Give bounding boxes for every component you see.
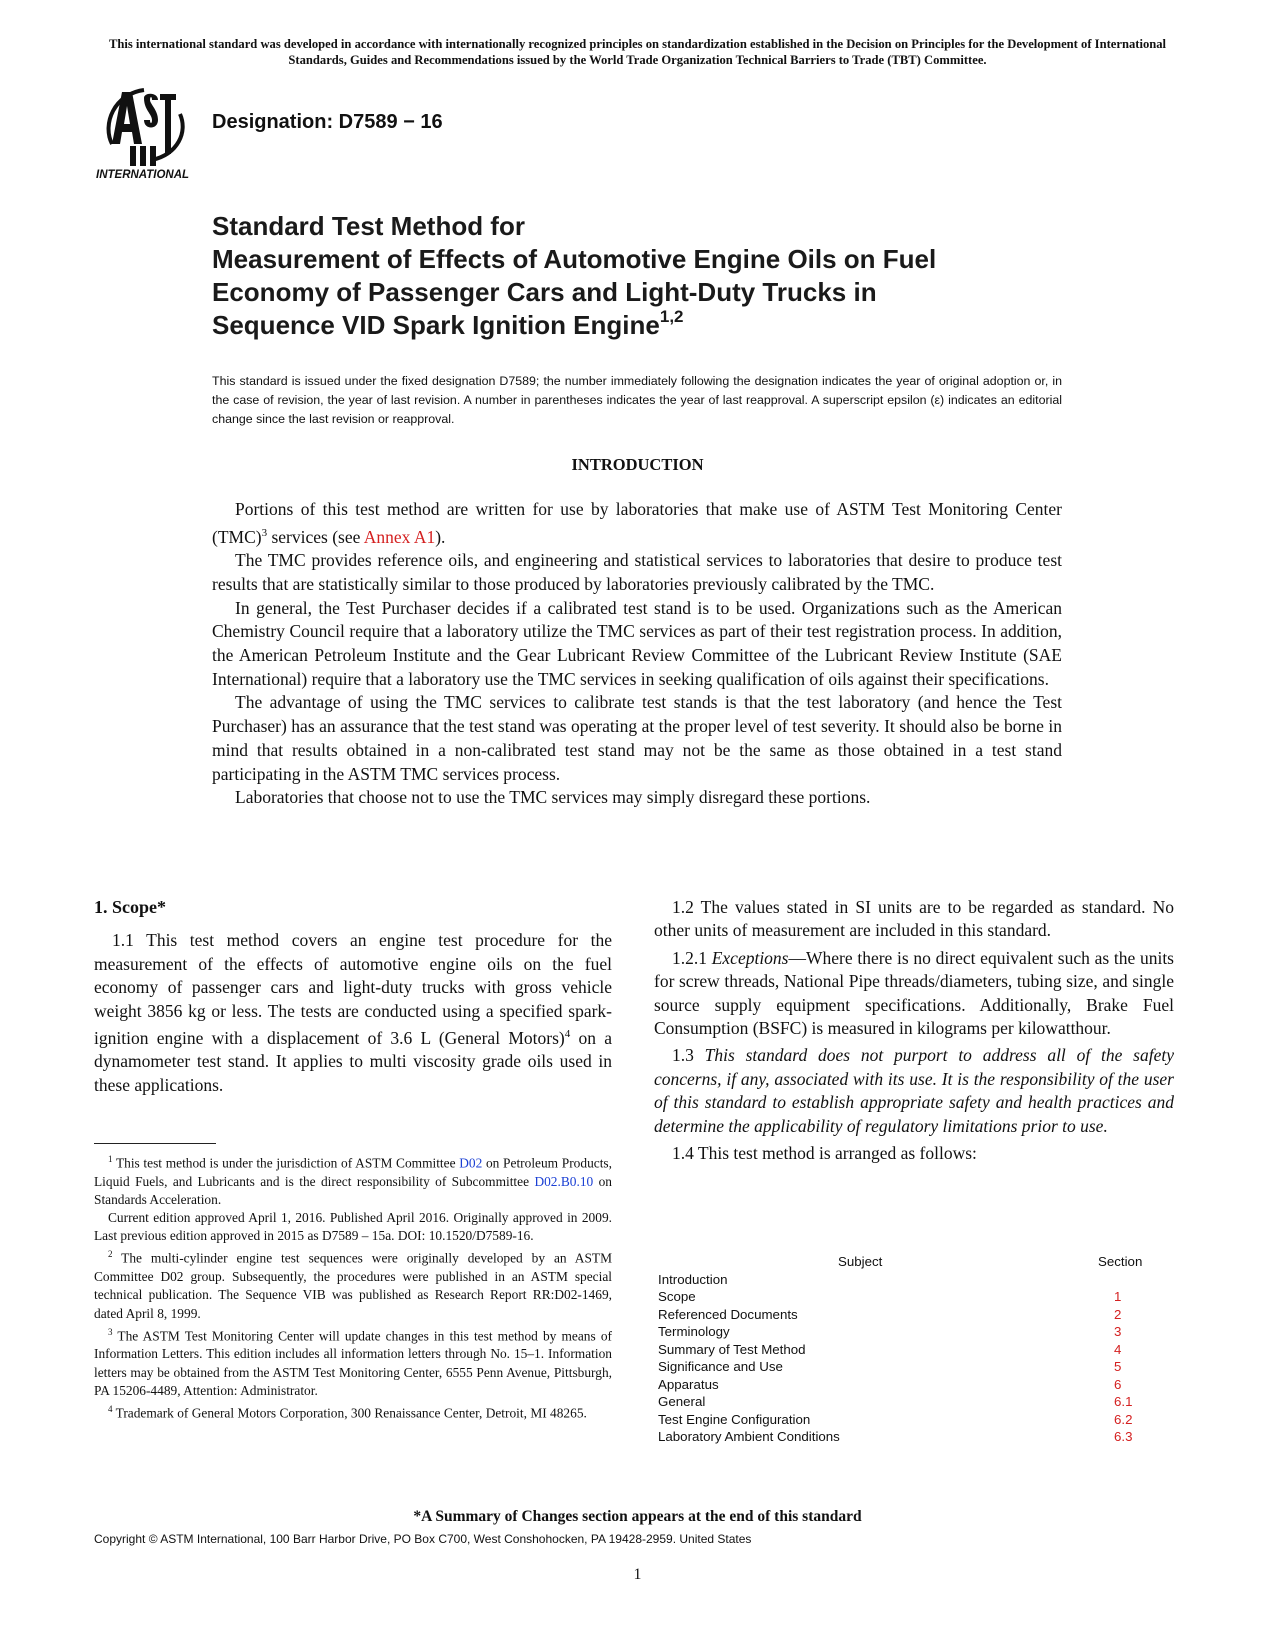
contents-section-link[interactable]: 2 (1114, 1306, 1122, 1322)
contents-subject: Significance and Use (658, 1359, 783, 1374)
astm-logo (92, 84, 200, 180)
document-title (212, 210, 1112, 342)
footnote-divider (94, 1143, 216, 1144)
contents-row (658, 1393, 1158, 1411)
annex-a1-link[interactable]: Annex A1 (363, 526, 436, 547)
contents-section-link[interactable]: 3 (1114, 1324, 1122, 1339)
contents-row (658, 1323, 1158, 1341)
subject-header: Subject (838, 1254, 883, 1269)
contents-row (658, 1428, 1158, 1446)
contents-row (658, 1341, 1158, 1359)
section-1-4: 1.4 This test method is arranged as follows: (672, 1143, 977, 1164)
d02-link[interactable]: D02 (459, 1155, 483, 1171)
contents-subject: Apparatus (658, 1376, 719, 1392)
logo-international-text: INTERNATIONAL (96, 169, 190, 180)
contents-subject: Summary of Test Method (658, 1341, 806, 1357)
designation: Designation: D7589 − 16 (212, 111, 443, 133)
intro-paragraph-4: The advantage of using the TMC services to calibrate test stands is that the test laboratory (and hence the Test Purchaser) has an assurance that the test stand was operating at the proper level of test severity. It should also be borne in mind that results obtained in a non-calibrated test stand may not be the same as those obtained in a test stand participating in the ASTM TMC services process. (212, 692, 1062, 784)
introduction-body (212, 498, 1062, 810)
footnote-1: $^1$ This test method is under the jurisdiction of ASTM Committee D02 on Petroleum Products, Liquid Fuels, and Lubricants and is the direct responsibility of Subcommittee D02.B0.10 on Standards Acceleration. (94, 1154, 612, 1207)
contents-section-link[interactable]: 1 (1114, 1289, 1122, 1304)
contents-row (658, 1411, 1158, 1429)
section-header: Section (1098, 1254, 1143, 1269)
contents-table (658, 1253, 1158, 1446)
section-1-3: 1.3 This standard does not purport to address all of the safety concerns, if any, associated with its use. It is the responsibility of the user of this standard to establish appropriate safety and health practices and determine the applicability of regulatory limitations prior to use. (654, 1045, 1174, 1136)
d02-b0-10-link[interactable]: D02.B0.10 (534, 1173, 594, 1189)
footnote-3: $^3$ The ASTM Test Monitoring Center will update changes in this test method by means of Information Letters. This edition includes all information letters through No. 15–1. Information letters may be obtained from the ASTM Test Monitoring Center, 6555 Penn Avenue, Pittsburgh, PA 15206-4489, Attention: Administrator. (94, 1326, 612, 1398)
contents-subject: General (658, 1394, 706, 1409)
wto-notice: This international standard was developed in accordance with internationally recognized principles on standardization established in the Decision on Principles for the Development of International Standards, Guides and Recommendations issued by the World Trade Organization Technical Barriers to Trade (TBT) Committee. (108, 37, 1167, 67)
contents-section-link[interactable]: 6.3 (1114, 1429, 1133, 1444)
contents-subject: Scope (658, 1289, 696, 1304)
introduction-heading: INTRODUCTION (571, 455, 704, 474)
contents-subject: Referenced Documents (658, 1306, 798, 1322)
contents-row (658, 1358, 1158, 1376)
intro-paragraph-1: Portions of this test method are written for use by laboratories that make use of ASTM Test Monitoring Center (TMC)$^3$ services (see Annex A1). (212, 499, 1062, 547)
contents-row (658, 1306, 1158, 1324)
footnote-4: $^4$ Trademark of General Motors Corporation, 300 Renaissance Center, Detroit, MI 48265. (108, 1404, 587, 1421)
title-line-4: Sequence VID Spark Ignition Engine (212, 310, 660, 340)
contents-section-link[interactable]: 6.2 (1114, 1411, 1133, 1427)
title-line-3: Economy of Passenger Cars and Light-Duty Trucks in (212, 277, 877, 307)
section-1-1: 1.1 This test method covers an engine test procedure for the measurement of the effects of automotive engine oils on the fuel economy of passenger cars and light-duty trucks with gross vehicle weight 3856 kg or less. The tests are conducted using a specified spark-ignition engine with a displacement of 3.6 L (General Motors)$^4$ on a dynamometer test stand. It applies to multi viscosity grade oils used in these applications. (94, 930, 613, 1095)
contents-subject: Laboratory Ambient Conditions (658, 1429, 840, 1444)
contents-section-link[interactable]: 4 (1114, 1341, 1122, 1357)
contents-section-link[interactable]: 6.1 (1114, 1394, 1133, 1409)
page-number: 1 (633, 1566, 642, 1583)
title-line-1: Standard Test Method for (212, 211, 525, 241)
contents-section-link[interactable]: 6 (1114, 1376, 1122, 1392)
copyright: Copyright © ASTM International, 100 Barr Harbor Drive, PO Box C700, West Conshohocken, PA 19428-2959. United States (94, 1532, 752, 1546)
issued-note: This standard is issued under the fixed designation D7589; the number immediately following the designation indicates the year of original adoption or, in the case of revision, the year of last revision. A number in parentheses indicates the year of last reapproval. A superscript epsilon (ε) indicates an editorial change since the last revision or reapproval. (212, 374, 1062, 426)
intro-paragraph-3: In general, the Test Purchaser decides if a calibrated test stand is to be used. Organizations such as the American Chemistry Council require that a laboratory utilize the TMC services as part of their test registration process. In addition, the American Petroleum Institute and the Gear Lubricant Review Committee of the Lubricant Review Institute (SAE International) require that a laboratory use the TMC services in seeking qualification of oils against their specifications. (212, 597, 1062, 689)
right-column (654, 896, 1174, 1169)
contents-header-row (658, 1253, 1158, 1271)
contents-row (658, 1288, 1158, 1306)
scope-heading: 1. Scope* (94, 897, 166, 917)
summary-of-changes-notice: *A Summary of Changes section appears at the end of this standard (413, 1508, 862, 1525)
section-1-2-1: 1.2.1 Exceptions—Where there is no direct equivalent such as the units for screw threads, National Pipe threads/diameters, tubing size, and single source supply equipment specifications. Additionally, Brake Fuel Consumption (BSFC) is measured in kilograms per kilowatthour. (654, 947, 1174, 1039)
title-footnote-ref[interactable]: 1,2 (659, 307, 684, 326)
intro-paragraph-5: Laboratories that choose not to use the TMC services may simply disregard these portions. (235, 787, 871, 808)
contents-subject: Test Engine Configuration (658, 1411, 811, 1427)
title-line-2: Measurement of Effects of Automotive Engine Oils on Fuel (212, 244, 937, 274)
footnote-2: $^2$ The multi-cylinder engine test sequences were originally developed by an ASTM Committee D02 group. Subsequently, the procedures were published in an ASTM special technical publication. The Sequence VIB was published as Research Report RR:D02-1469, dated April 8, 1999. (94, 1249, 612, 1321)
contents-row (658, 1271, 1158, 1289)
left-column (94, 896, 612, 1097)
footnotes (94, 1150, 612, 1423)
section-1-2: 1.2 The values stated in SI units are to be regarded as standard. No other units of measurement are included in this standard. (654, 897, 1174, 941)
contents-row (658, 1376, 1158, 1394)
contents-section-link[interactable]: 5 (1114, 1359, 1122, 1374)
intro-paragraph-2: The TMC provides reference oils, and engineering and statistical services to laboratories that desire to produce test results that are statistically similar to those produced by laboratories previously calibrated by the TMC. (212, 550, 1062, 594)
contents-subject: Terminology (658, 1324, 730, 1339)
contents-subject: Introduction (658, 1271, 728, 1287)
footnote-1-edition: Current edition approved April 1, 2016. Published April 2016. Originally approved in 2009. Last previous edition approved in 2015 as D7589 – 15a. DOI: 10.1520/D7589-16. (94, 1210, 612, 1244)
